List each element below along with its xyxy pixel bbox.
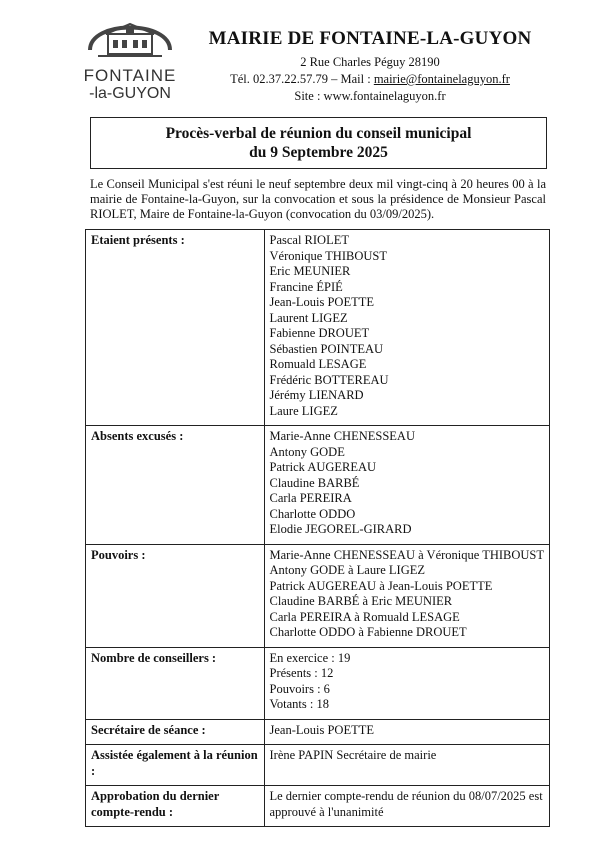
row-label: Nombre de conseillers : [86,647,265,719]
document-date: du 9 Septembre 2025 [249,144,388,161]
list-item: Votants : 18 [269,697,329,711]
table-row [86,544,550,647]
list-item: Patrick AUGEREAU à Jean-Louis POETTE [269,578,493,593]
list-item: Elodie JEGOREL-GIRARD [269,522,412,536]
list-item: Sébastien POINTEAU [269,341,384,356]
table-row [86,786,550,827]
row-values [264,230,550,426]
row-label: Pouvoirs : [86,544,265,647]
list-item: Laure LIGEZ [269,403,338,418]
attendance-table [85,229,550,827]
table-row [86,647,550,719]
email-link[interactable]: mairie@fontainelaguyon.fr [373,72,510,86]
list-item: Jean-Louis POETTE [269,295,374,309]
list-item: Claudine BARBÉ à Eric MEUNIER [269,594,453,608]
list-item: Jérémy LIENARD [269,388,364,402]
list-item: Charlotte ODDO [269,506,356,521]
logo-text-line2: -la-GUYON [89,85,171,102]
phone-text: Tél. 02.37.22.57.79 – Mail : [230,72,374,86]
list-item: Francine ÉPIÉ [269,279,343,294]
list-item: Carla PEREIRA à Romuald LESAGE [269,609,460,624]
row-values [264,786,550,827]
row-label: Absents excusés : [86,426,265,545]
document-title: Procès-verbal de réunion du conseil municipal [165,125,472,142]
row-label: Approbation du dernier compte-rendu : [86,786,265,827]
list-item: Présents : 12 [269,666,334,680]
list-item: Marie-Anne CHENESSEAU [269,429,415,443]
mairie-title: MAIRIE DE FONTAINE-LA-GUYON [208,28,532,49]
table-row [86,745,550,786]
list-item: Le dernier compte-rendu de réunion du 08/07/2025 est [269,789,543,803]
contact-line [200,71,540,88]
list-item: En exercice : 19 [269,650,351,665]
row-values [264,745,550,786]
list-item: Romuald LESAGE [269,357,367,371]
address: 2 Rue Charles Péguy 28190 [300,55,440,69]
list-item: Claudine BARBÉ [269,475,360,490]
list-item: Irène PAPIN Secrétaire de mairie [269,748,437,762]
list-item: Laurent LIGEZ [269,310,348,325]
row-label: Secrétaire de séance : [86,719,265,745]
table-row [86,719,550,745]
list-item: Véronique THIBOUST [269,248,387,263]
list-item: Jean-Louis POETTE [269,722,374,737]
row-label: Etaient présents : [86,230,265,426]
table-row [86,230,550,426]
mairie-logo [80,10,180,105]
list-item: approuvé à l'unanimité [269,804,384,819]
list-item: Charlotte ODDO à Fabienne DROUET [269,625,467,639]
table-row [86,426,550,545]
list-item: Antony GODE à Laure LIGEZ [269,563,426,577]
intro-paragraph: Le Conseil Municipal s'est réuni le neuf septembre deux mil vingt-cinq à 20 heures 00 à la mairie de Fontaine-la-Guyon, sur la convocation et sous la présidence de Monsieur Pascal RIOLET, Maire de Fontaine-la-Guyon (convocation du 03/09/2025). [90,177,546,221]
logo-text-line1: FONTAINE [83,66,177,85]
town-hall-icon [80,10,180,68]
document-title-box [90,117,547,169]
row-values [264,544,550,647]
list-item: Pascal RIOLET [269,233,349,247]
list-item: Frédéric BOTTEREAU [269,372,389,387]
list-item: Fabienne DROUET [269,326,370,340]
list-item: Carla PEREIRA [269,491,352,505]
row-values [264,426,550,545]
list-item: Patrick AUGEREAU [269,460,377,474]
list-item: Antony GODE [269,444,345,459]
row-values [264,719,550,745]
row-label: Assistée également à la réunion : [86,745,265,786]
website: Site : www.fontainelaguyon.fr [294,89,446,103]
list-item: Eric MEUNIER [269,264,351,278]
row-values [264,647,550,719]
list-item: Pouvoirs : 6 [269,681,330,696]
letterhead [200,28,540,105]
list-item: Marie-Anne CHENESSEAU à Véronique THIBOUST [269,547,544,562]
